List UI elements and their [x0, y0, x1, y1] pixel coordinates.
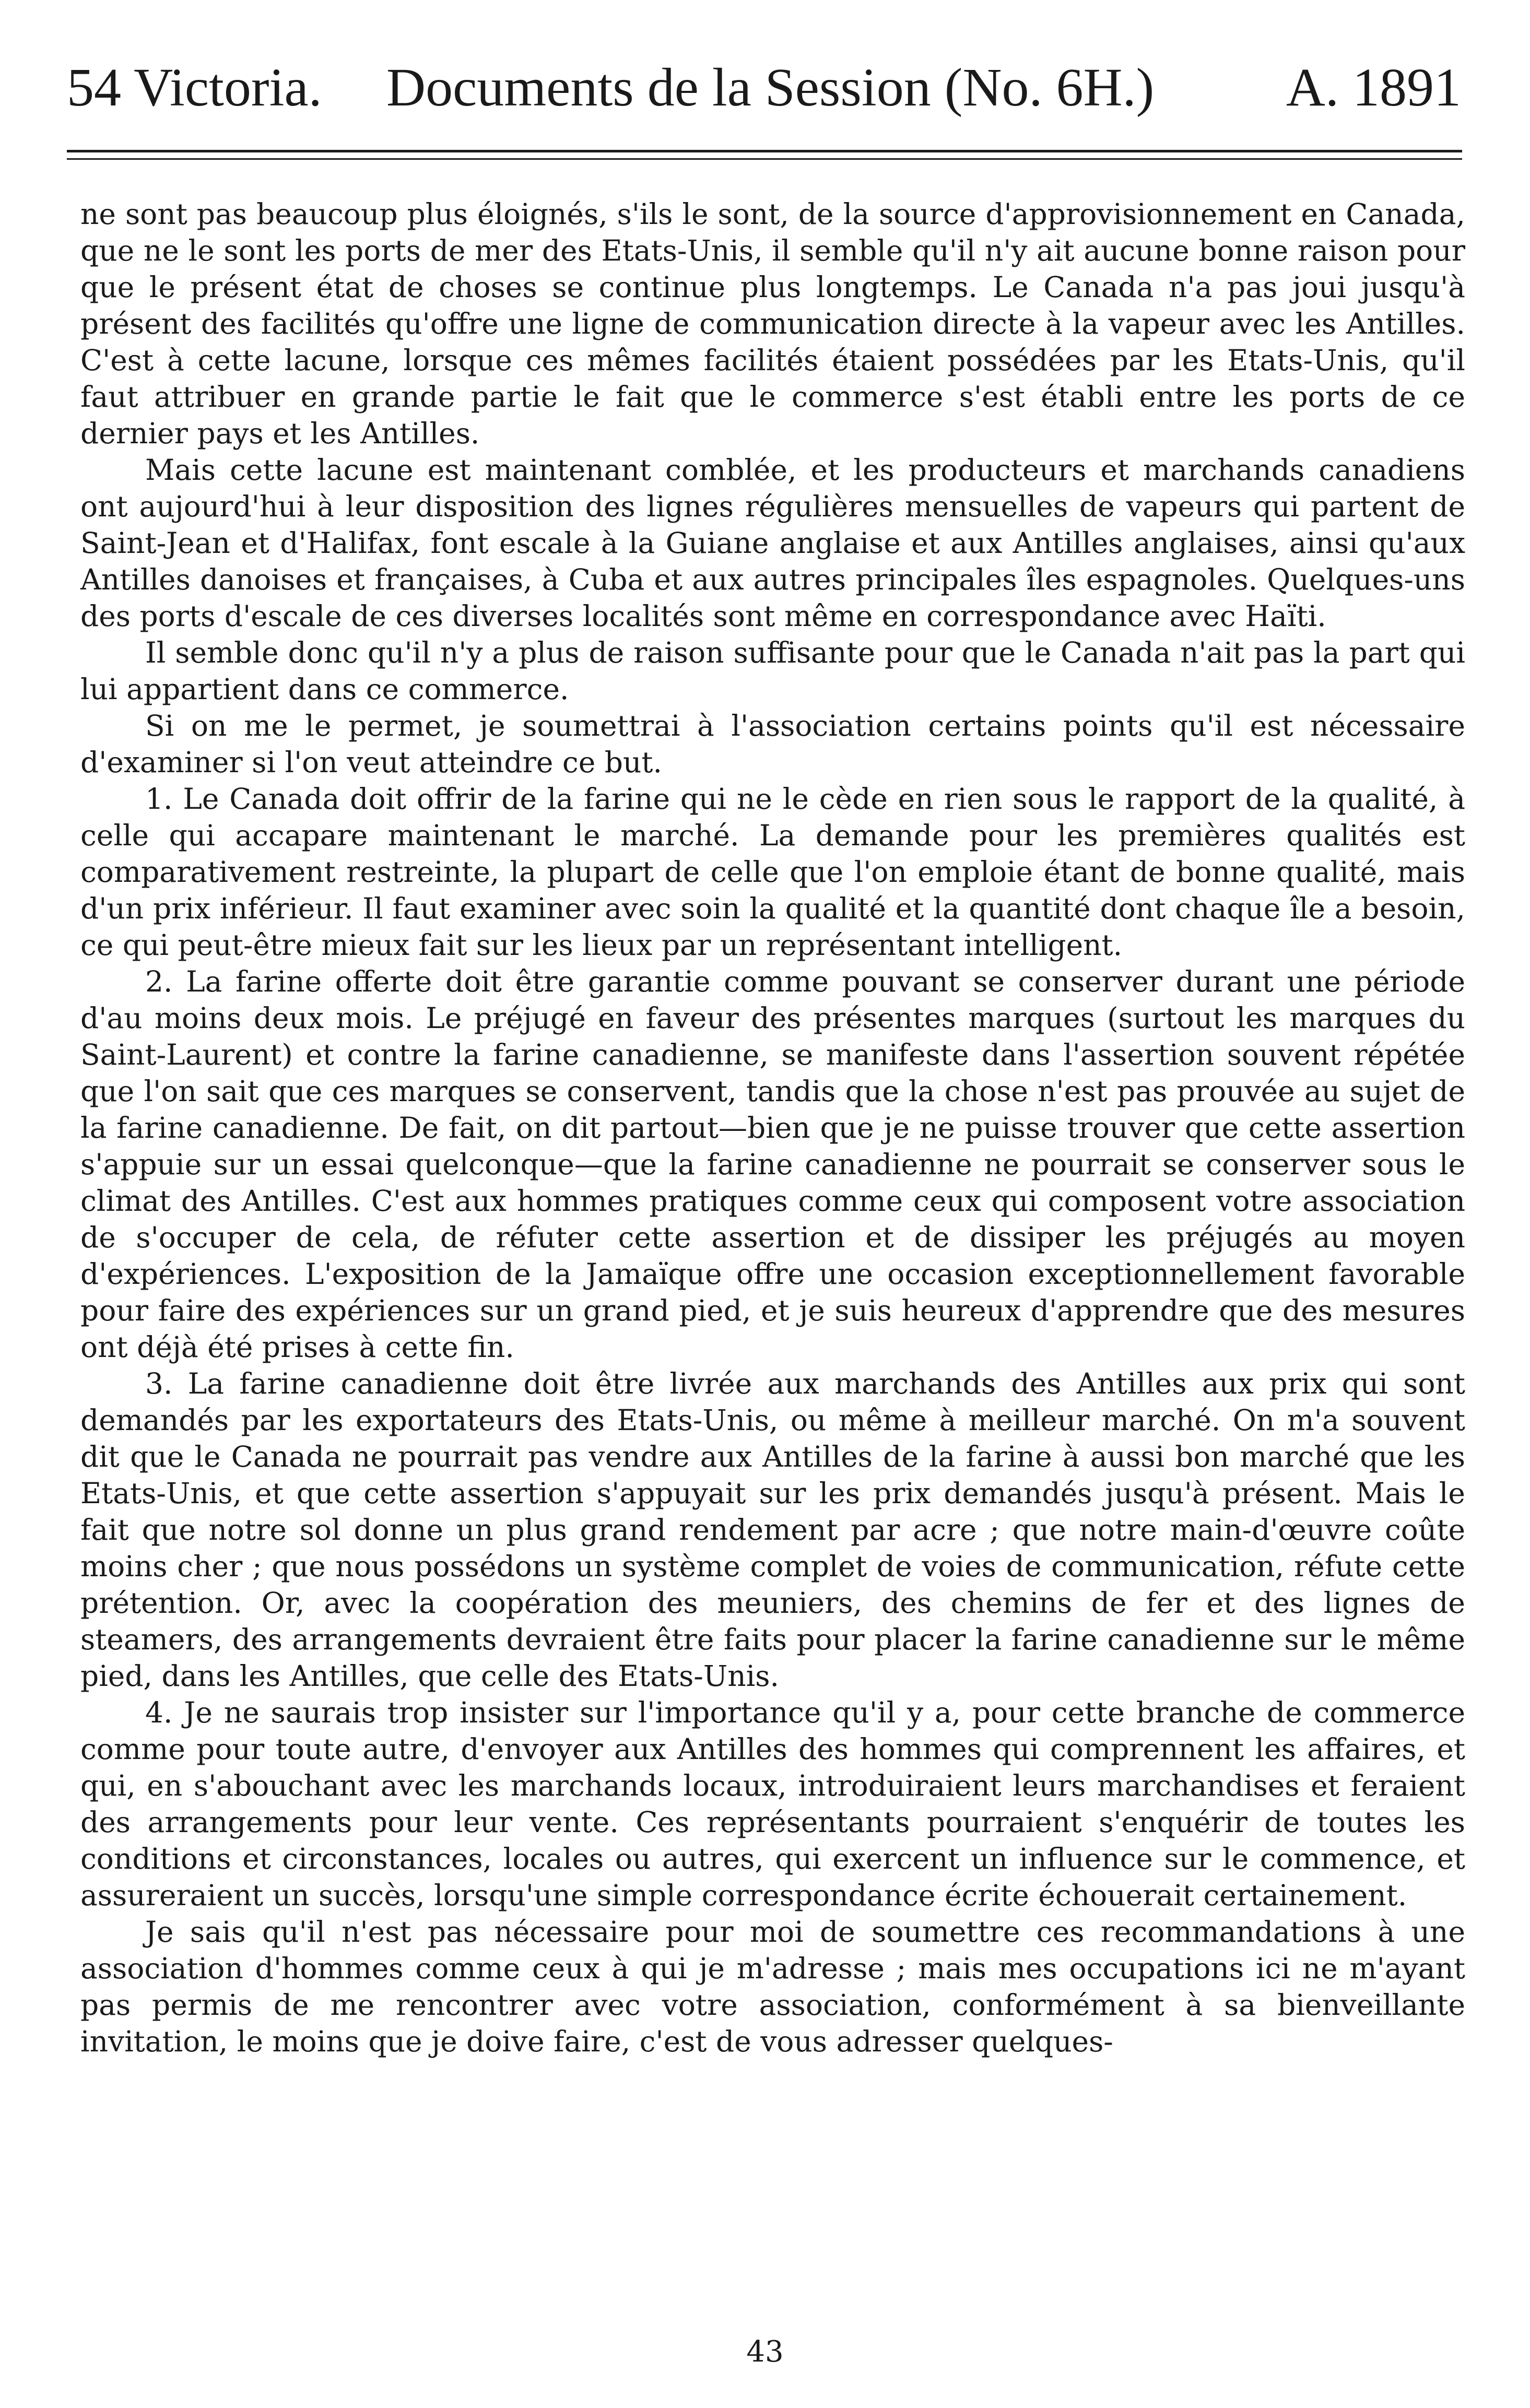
- body-text: [80, 196, 1465, 2060]
- paragraph-closing: Je sais qu'il n'est pas nécessaire pour moi de soumettre ces recommandations à une association d'hommes comme ceux à qui je m'adresse ; mais mes occupations ici ne m'ayant pas permis de me rencontrer avec votre association, conformément à sa bienveillante invitation, le moins que je doive faire, c'est de vous adresser quelques-: [80, 1915, 1465, 2058]
- header-year: A. 1891: [1286, 57, 1461, 117]
- numbered-paragraph-2: 2. La farine offerte doit être garantie comme pouvant se conserver durant une période d'au moins deux mois. Le préjugé en faveur des présentes marques (surtout les marques du Saint-Laurent) et contre la farine canadienne, se manifeste dans l'assertion souvent répétée que l'on sait que ces marques se conservent, tandis que la chose n'est pas prouvée au sujet de la farine canadienne. De fait, on dit partout—bien que je ne puisse trouver que cette assertion s'appuie sur un essai quelconque—que la farine canadienne ne pourrait se conserver sous le climat des Antilles. C'est aux hommes pratiques comme ceux qui composent votre association de s'occuper de cela, de réfuter cette assertion et de dissiper les préjugés au moyen d'expériences. L'exposition de la Jamaïque offre une occasion exceptionnellement favorable pour faire des expériences sur un grand pied, et je suis heureux d'apprendre que des mesures ont déjà été prises à cette fin.: [80, 965, 1465, 1364]
- page-number: 43: [746, 2335, 784, 2369]
- paragraph: Il semble donc qu'il n'y a plus de raison suffisante pour que le Canada n'ait pas la part qui lui appartient dans ce commerce.: [80, 636, 1465, 706]
- header-volume: 54 Victoria.: [67, 57, 322, 117]
- numbered-paragraph-4: 4. Je ne saurais trop insister sur l'importance qu'il y a, pour cette branche de commerce comme pour toute autre, d'envoyer aux Antilles des hommes qui comprennent les affaires, et qui, en s'abouchant avec les marchands locaux, introduiraient leurs marchandises et feraient des arrangements pour leur vente. Ces représentants pourraient s'enquérir de toutes les conditions et circonstances, locales ou autres, qui exercent un influence sur le commence, et assureraient un succès, lorsqu'une simple correspondance écrite échouerait certainement.: [80, 1696, 1465, 1912]
- header-rule-thick: [67, 150, 1462, 152]
- numbered-paragraph-3: 3. La farine canadienne doit être livrée aux marchands des Antilles aux prix qui sont demandés par les exportateurs des Etats-Unis, ou même à meilleur marché. On m'a souvent dit que le Canada ne pourrait pas vendre aux Antilles de la farine à aussi bon marché que les Etats-Unis, et que cette assertion s'appuyait sur les prix demandés jusqu'à présent. Mais le fait que notre sol donne un plus grand rendement par acre ; que notre main-d'œuvre coûte moins cher ; que nous possédons un système complet de voies de communication, réfute cette prétention. Or, avec la coopération des meuniers, des chemins de fer et des lignes de steamers, des arrangements devraient être faits pour placer la farine canadienne sur le même pied, dans les Antilles, que celle des Etats-Unis.: [80, 1367, 1465, 1693]
- paragraph-continuation: ne sont pas beaucoup plus éloignés, s'ils le sont, de la source d'approvisionnement en Canada, que ne le sont les ports de mer des Etats-Unis, il semble qu'il n'y ait aucune bonne raison pour que le présent état de choses se continue plus longtemps. Le Canada n'a pas joui jusqu'à présent des facilités qu'offre une ligne de communication directe à la vapeur avec les Antilles. C'est à cette lacune, lorsque ces mêmes facilités étaient possédées par les Etats-Unis, qu'il faut attribuer en grande partie le fait que le commerce s'est établi entre les ports de ce dernier pays et les Antilles.: [80, 197, 1465, 450]
- header-rule-thin: [67, 158, 1462, 160]
- numbered-paragraph-1: 1. Le Canada doit offrir de la farine qui ne le cède en rien sous le rapport de la qualité, à celle qui accapare maintenant le marché. La demande pour les premières qualités est comparativement restreinte, la plupart de celle que l'on emploie étant de bonne qualité, mais d'un prix inférieur. Il faut examiner avec soin la qualité et la quantité dont chaque île a besoin, ce qui peut-être mieux fait sur les lieux par un représentant intelligent.: [80, 782, 1465, 962]
- paragraph: Mais cette lacune est maintenant comblée, et les producteurs et marchands canadiens ont aujourd'hui à leur disposition des lignes régulières mensuelles de vapeurs qui partent de Saint-Jean et d'Halifax, font escale à la Guiane anglaise et aux Antilles anglaises, ainsi qu'aux Antilles danoises et françaises, à Cuba et aux autres principales îles espagnoles. Quelques-uns des ports d'escale de ces diverses localités sont même en correspondance avec Haïti.: [80, 453, 1465, 633]
- header-title: Documents de la Session (No. 6H.): [386, 57, 1155, 117]
- paragraph: Si on me le permet, je soumettrai à l'association certains points qu'il est nécessaire d'examiner si l'on veut atteindre ce but.: [80, 709, 1465, 779]
- running-header: [0, 56, 1530, 119]
